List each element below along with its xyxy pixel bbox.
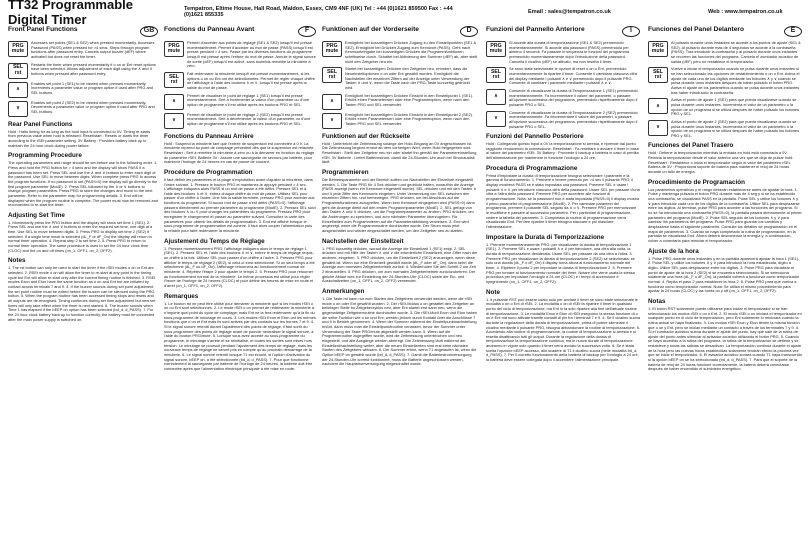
paragraph: 1. PRG kurzzeitig drücken, worauf die Anzeige die Einstellzeit 1 (SE1) zeigt. 2. SEL drücken und mit Hilfe der Tasten ∧ und ∨ die erforderliche Einstellzeit, eine Ziffer nach der anderen, eingeben. 3. PRG drücken, um die Einstellzeit 2 (SE2) anzuzeigen, wenn diese gewählt ist. Wenn nur eine Einzelzeit gewählt wurde (dL_F oder dF_On), dann kehrt die Anzeige zum normalen Zeitgeberbetrieb zurück. 4. Wiederholen Sie den Schritt 2 um Zeit 2 einzustellen. 5. PRG drücken, um zum normalen Zeitgeberbetrieb zurückzukehren. Der gleiche Ablauf wird zur Einstellung der 24-Stunden-Uhr (CLOC) sowie der Ein- und Ausschaltzeiten (on_1, OFF1, on_2, OFF2) verwendet.	[322, 245, 478, 284]
key-description: SEL rst Fait redémarrer la minuterie lorsqu'il est pressé momentanément, si les options o on ou Ent ont été sélectionnées. Permet de régler chaque chiffre de l'affichage à l'aide des boutons ∧ et ∨, lorsqu'il est pressé après la saisie du mot de passe.	[164, 72, 316, 91]
section-title: Front Panel Functions	[8, 26, 78, 33]
sel-rst-key-icon: SEL rst	[648, 67, 668, 83]
paragraph: Hold : Detiene la temporización mientras la entrada en hold está conectada a 0V. Reinicia la temporización desde el valor anterior una vez que se deja de pulsar hold. Reset/start : Restablece o inicia el temporizador según el valor del parámetro rSEt. Batería de 3V : Proporciona soporte de batería para mantener el reloj de 24 horas durante un fallo de energía.	[648, 150, 794, 175]
subsection-heading: Notas	[648, 297, 666, 305]
subsection-heading: Funktionen auf der Rückseite	[322, 132, 411, 140]
key-description: ∨ Permet de visualiser le point de réglage 2 (SE2) lorsqu'il est pressé momentanément. Sert à décrémenter la valeur d'un paramètre ou d'une option de programme s'il est utilisé après les boutons PRG et SEL.	[164, 113, 316, 129]
sel-rst-key-icon: SEL rst	[8, 63, 28, 79]
key-description: PRG mute Al pulsarlo durante unos instantes se accede a los puntos de ajuste (SE1 & SE2). Al pulsarlo durante más de 4 segundos se accede a la contraseña (PASS). Tras introducir la contraseña y al pulsarlo durante unos instantes se recorren las funciones del programa. Cancela el zumbador acústico de salida (dEF) pero no restablece el temporizador.	[648, 41, 802, 64]
key-description: ∨ Enables set point 2 (SE2) to be viewed when pressed momentarily. Decrements a parameter value or program option if used after PRG and SEL buttons.	[8, 101, 158, 117]
language-badge: F	[298, 26, 316, 37]
section-title: Funzioni del Pannello Anteriore	[486, 26, 585, 33]
paragraph: 1. Il pulsante RST può essere usato solo per avviare il timer se sono state selezionate le modalità o on o Ent di rSEt. 2. La modalità o on di rSEt fa ripartire il timer in qualsiasi punto del ciclo di temporizzazione; ma Ent lo fa solo ripartire alla fine dell'attuale routine di temporizzazione. 3. Le modalità Exon e Eton di rSEt eseguono la stessa funzione di o on e Ent ma sono attivate tramite contatti di pin fra i terminali 7 e 9. 4. Se il cicalino suona durante la regolazione della durata di temporizzazione, prima di potere silenziare il cicalino mediante il pulsante PRG, bisogna abbandonare la routine di temporizzazione. 5. Accedendo alla routine di programmazione, la routine di temporizzazione si arresta e si resetta disattivando tutti gli output. Durante la regolazione della durata di temporizzazione la temporizzazione continua, ma le nuove durate di temporizzazione andranno in vigore solo quando il timer verrà avviato la successiva volta. 6. Se è stata scelta l'opzione bEEP accesso, allo scadere di T1 il cicalino suona (nelle modalità bd_d, d_PASS). 7. Per il corretto funzionamento della batteria di backup per l'orologio a 24 ore, la batteria deve essere collegata dopo il accendere l'alimentazione principale.	[486, 296, 640, 363]
language-badge: GB	[140, 26, 158, 37]
column-spanish	[648, 26, 802, 544]
subsection-heading: Ajustement du Temps de Réglage	[164, 237, 265, 245]
subsection-heading: Notes	[8, 257, 26, 265]
key-description: ∧ Consente di visualizzare la durata di Temporizzazione 1 (SE1) premendolo momentaneamente. Fa incrementare il valore dei parametri, o passare all'opzione successiva del programma, premendolo rispettivamente dopo il pulsante PRG o SEL.	[486, 89, 640, 108]
paragraph: Il faut définir les paramètres et la plage d'exploitation avant d'ajuster la minuterie, dans l'ordre suivant. 1. Pressez le bouton PRG et maintenez-le appuyé pendant > 4 sec. L'affichage indiquera alors PASS si un mot de passe a été défini. Pressez SEL et à l'aide des boutons ∧ et ∨, entrez chaque chiffre du mot de passe. Utilisez SEL pour passer d'un chiffre à l'autre. Une fois la saisie terminée, pressez PRG pour accéder aux fonctions du programme. Si aucun mot de passe n'est défini (PASS=0), l'affichage passera directement au premier paramètre du programme (ModE). 2. Pressez SEL suivi des boutons ∧ ou ∨ pour changer les paramètres du programme. Pressez PRG pour enregistrer le changement et passer au paramètre suivant. Consultez la carte des paramètres pour obtenir les détails de programmation. 3. End est affiché lorsque le sous-programme de programmation est achevé. Il faut alors couper l'alimentation puis la rétablir pour faire redémarrer la minuterie.	[164, 176, 316, 234]
document-title: TT32 Programmable Digital Timer	[8, 0, 133, 27]
section-title: Fonctions du Panneau Avant	[164, 26, 255, 33]
subsection-heading: Programming Procedure	[8, 152, 82, 160]
key-description: PRG mute Permet d'accéder aux points de réglage (SE1 & SE2) lorsqu'il est pressé momentanément. Permet d'accéder au mot de passe (PASS) lorsqu'il est pressé pendant > 4 sec. Passe par les diverses fonctions du programme lorsqu'il est pressé après l'entrée du mot de passe. Annule le signal sonore de sortie (dEF) lorsqu'il est activé, sans toutefois remettre la minuterie à zéro.	[164, 41, 316, 69]
down-arrow-key-icon: ∨	[648, 120, 668, 136]
subsection-heading: Funzioni del Pannello Posteriore	[486, 133, 584, 141]
down-arrow-key-icon: ∨	[486, 111, 506, 127]
paragraph: The operating parameters and range should be set before use in the following order. 1. Press and hold the PRG button for > 4 secs and the display will show PASS if a password has been set. Press SEL and use the ∧ and ∨ buttons to enter each digit of the password. Use SEL to move between digits. When complete press PRG to access the program functions. If no password is set (PASS=0) the display will go directly to the first program parameter (ModE). 2. Press SEL followed by the ∧ or ∨ buttons to change program parameters. Press PRG to store the changes and move to the next parameter. Refer to the parameter map for programming details. 3. End will be displayed when the program routine is complete. The power must now be removed and reconnected to re-start the timer.	[8, 160, 158, 208]
key-description: ∨ Activa el punto de ajuste 2 (SE2) para que pueda visualizarse cuando se pulsa durante unos instantes. Incrementa el valor de un parámetro o la opción de un programa si se utiliza después de haber pulsado los botones PRG y SEL.	[648, 120, 802, 139]
paragraph: 1. Momentarily press the PRG button and the display will show set time 1 (SE1). 2. Press SEL and use the ∧ and ∨ buttons to enter the required set time, one digit at a time. Use SEL to move between digits. 3. Press PRG to display set time 2 (SE2) if selected. If a single time mode is selected (dL_F or dF_On) the display will return to normal timer operation. 4. Repeat step 2 to set time 2. 5. Press PRG to return to normal timer operation. The same procedure is used to set the 24 hour clock time (CLOC) and the on and off times (on_1, OFF1, on_2, OFF2).	[8, 219, 153, 253]
up-arrow-key-icon: ∧	[486, 89, 506, 105]
key-description: ∨ Ermöglicht bei kurzzeitigem Drücken Einsicht in den Einstellpunkt 2 (SE2). Erhöht einen Parameterwert oder eine Programmoption, wenn nach den Tasten PRG und SEL verwendet.	[322, 113, 478, 129]
prg-mute-key-icon: PRG mute	[8, 41, 28, 57]
company-contact: Tempatron, Eltime House, Hall Road, Maldon, Essex, CM9 4NF (UK) Tel : +44 (0)1621 859500 Fax : +44 (0)1621 855335	[184, 6, 453, 18]
key-description: PRG mute Accesses set points (SE1 & SE2) when pressed momentarily. Accesses Password (PASS) when pressed for >4 secs. Steps through program functions after password entry. Cancels output buzzer (dEF) where activated but does not reset the timer.	[8, 41, 158, 60]
prg-mute-key-icon: PRG mute	[164, 41, 184, 57]
subsection-heading: Note	[486, 288, 500, 296]
down-arrow-key-icon: ∨	[164, 113, 184, 129]
key-description: SEL rst Vuelve a iniciar el temporizador cuando se pulsa durante unos instantes si se han seleccionado las opciones de restablecimiento o on o Ent. Activa el ajuste de cada uno de los dígitos mediante los botones ∧ y ∨ cuando se pulsa durante unos instantes después de haber pulsado el botón PRG. Activa el ajuste de los parámetros cuando se pulsa durante unos instantes tras haber introducido la contraseña.	[648, 67, 802, 95]
language-badge: E	[784, 26, 802, 37]
paragraph: 1. Le bouton rst ne peut être utilisé pour démarrer la minuterie que si les modes rSEt o on ou Ent sont sélectionnés. 2. Le mode rSEt o on permet de redémarrer la minuterie à n'importe quel point du cycle de comptage; mais Ent ne la fera redémarrer qu'à la fin du sous-programme de minutage en cours. 3. Les modes rSEt Exon et Eton ont les mêmes fonctions que o on et Ent mais ils sont activés par des contacts sur les bornes 7 et 9. 4. Si le signal sonore retentit durant l'ajustement des points de réglage, il faut sortir du sous-programme des points de réglage avant de pouvoir neutraliser le signal sonore, à l'aide du bouton PRG/mute. 5. Lorsque vous avez accédé au sous-programme du programme, le minutage s'arrête et se réinitialise, et toutes les sorties sont mises hors tension. Le minutage se poursuit pendant l'ajustement des temps de réglage, mais les nouveaux temps de réglage ne seront pris en compte qu'au prochain démarrage de la minuterie. 6. Le signal sonore retentit lorsque T1 est écoulé, si l'option d'activation du signal sonore, bEEP on, a été sélectionnée (bd_d, d_PASS). 7. Pour que fonctionne correctement la sauvegarde par batterie de l'horloge de 24 heures, la batterie doit être connectée après que l'alimentation électrique principale a été mise en route.	[164, 300, 316, 371]
paragraph: Hold : Halts timing for as long as the hold input is connected to 0V. Timing re-starts from previous value when hold is released. Reset/start : Resets or starts the timer according to the rSEt parameter setting. 3V Battery : Provides battery back up to maintain the 24 hour clock during power failure.	[8, 128, 151, 148]
column-italian	[486, 26, 640, 544]
column-english	[8, 26, 158, 544]
paragraph: 1. Pulse PRG durante unos instantes y en la pantalla aparecerá ajustar la hora 1 (SE1). 2. Pulse SEL y utilice los botones ∧ y ∨ para introducir la hora establecida, dígito a dígito. Utilice SEL para desplazarse entre los dígitos. 3. Pulse PRG para visualizar el punto de ajuste de la hora 2 (SE2) si se encuentra seleccionado. Si se selecciona solamente una hora (dL_F o dF_On), la pantalla volverá a funcionar como temporizador normal. 4. Repita el paso 2 para establecer la hora 2. 5. Pulse PRG para que vuelva a funcionar como temporizador normal. Nota: Se utiliza el mismo procedimiento para ajustar la 24 horas (CLOC) y las horas on y off (on_1, OFF1, on_2, OFF2).	[648, 255, 800, 294]
paragraph: 1. El botón RST solamente puede utilizarse para iniciar el temporizador si se han seleccionado los modos rSEt o on u Ent. 2. El modo rSEt o on iniciará el temporizador en cualquier punto en el ciclo de temporización, pero Ent solamente lo reiniciará cuando la rutina actual se haya finalizado. 3. Los modos rSEt Exon y Eton tienen la misma función que o on y Ent, pero se inician mediante un contacto a través de los terminales 7 y 9. 4. Si el zumbador acústico suena durante el ajuste del punto, hay que salir de la rutina de ajuste del punto antes silenciar al avisador acústico utilizando el botón PRG. 5. Cuando se haya accedido a la rutina del programa, la rutina de la temporización se detiene y se restablece y todas las salidas se desactivan. La temporización continúa durante el ajuste de la hora pero las nuevas horas establecidas solamente tendrán efecto la próxima vez que se inicie el temporizador. 6. El avisador acústico sonará cuando T1 haya transcurrido si la opción bEEP on se ha seleccionado (bd_d, d_PASS). 7. Para que el soporte de la batería de reloj de 24 horas funcione correctamente, la batería deberá conectarse después de haber encendido el suministro energético.	[648, 305, 802, 372]
section-title: Funciones del Panel Delantero	[648, 26, 744, 33]
paragraph: Die Betriebsparameter und der Bereich sollten vor Nachstellen der Einzelheit eingestellt werden. 1. Die Taste PRG für 4 Sek drücken und gedrückt halten, woraufhin die Anzeige (PASS anzeigt (wenn ein Kennwort eingestellt wurde). SEL drücken und mit den Tasten ∧ und ∨ jede Ziffer des Kennworts eingeben. Unter Verwendung von SEL zwischen den einzelnen Ziffern hin- und herbewegen. PRG drücken, um bei Abschluss auf die Programmfunktionen zuzugreifen. Wenn kein Kennwort eingegeben wird (PASS=0) dann geht die Anzeige direkt auf den ersten Programmparameter (ModE). 2. SEL gefolgt von den Tasten ∧ und ∨ drücken, um die Programmparameter zu ändern. PRG drücken, um die Änderungen zu speichern, und zum nächsten Parameter überzugehen. Für Einzelheiten zum Programmieren auf die Parameterabbildung verweisen. 3. End wird angezeigt, wenn die Programmroutine durchlaufen wurde. Der Strom muss jetzt ausgeschaltet und wieder eingeschaltet werden, um den Zeitgeber neu zu starten.	[322, 176, 477, 234]
email-address: Email : sales@tempatron.co.uk	[528, 9, 611, 15]
subsection-heading: Nachstellen der Einstellzeit	[322, 237, 404, 245]
sel-rst-key-icon: SEL rst	[322, 67, 342, 83]
column-french	[164, 26, 316, 544]
subsection-heading: Fonctions du Panneau Arrière	[164, 132, 254, 140]
up-arrow-key-icon: ∧	[648, 98, 668, 114]
subsection-heading: Funciones del Panel Trasero	[648, 142, 734, 150]
down-arrow-key-icon: ∨	[8, 101, 28, 117]
key-description: ∧ Activa el punto de ajuste 1 (SE1) para que pueda visualizarse cuando se pulsa durante unos instantes. Incrementa el valor de un parámetro o la opción de un programa si se utiliza después de haber pulsado los botones PRG y SEL.	[648, 98, 802, 117]
paragraph: 1. Die Taste rst kann nur zum Starten des Zeitgebers verwendet werden, wenn die rSEt mode o on oder Ent gewählt wurden. 2. Der rSEt-Modus o on gestattet den Zeitgeber an beliebiger Stelle im Zeitgeberzyklus neu, aber Ent startet erst dann neu, wenn die gegenwärtige Zeitgeberroutine durchlaufen wurde. 3. Die rSEt-Modi Exon und Eton haben die selbe Funktion wie o on und Ent, werden jedoch durch Kontakt über die Anschlüsse 7 und 9 in Betrieb genommen. 4. Wenn der Summer während der Einstellpunktnachstellung ertönt, dann muss man die Einstellpunktroutine verlassen, bevor der Summer unter Verwendung der Taste PRG/mute abgestellt werden kann. 5. Wenn auf die Programmroutine zugegriffen wurde, wird die Zeitmessung unterbrochen und neu eingestellt, und alle Ausgänge werden aberregt. Die Zeitmessung läuft während der Einstellzeitnachstellung weiter, aber die neuen Einstellzeiten sind erst beim nächsten Starten des Zeitgebers wirksam. 6. Der Summer ertönt, wenn T1 abgelaufen ist, wenn die Option bEEP on gewählt wurde (bd_d, d_PASS). 7. Damit die Batteriestromversorgung der 24-Stunden-Uhr korrekt funktioniert, muss die Batterie angeschlossen werden, nachdem die Hauptstromversorgung eingeschaltet wurde.	[322, 295, 478, 367]
subsection-heading: Remarques	[164, 292, 199, 300]
key-description: SEL rst Se sono state selezionate le opzioni di reset o on o Ent, premendolo momentaneamente fa ripartire il timer. Consente il cambiare ciascuna cifra del display mediante i pulsanti ∧ e ∨ premendolo dopo il pulsante PRG. Consente di cambiare i parametri mediante i pulsanti ∧ e ∨.	[486, 67, 640, 86]
paragraph: Hold : Collegando questo input a 0V la temporizzazione si arresta, e riprende dal punto raggiunto rimuovendo la connessione. Reset/start : Fa resettare o avviare il timer in base al valore del parametro rSEt. 3V Battery : Provvede il backup a batteria in caso di perdita dell'alimentazione per mantenere in funzione l'orologio a 24 ore.	[486, 141, 639, 161]
key-description: ∨ Consente di visualizzare la durata di Temporizzazione 2 (SE2) premendolo momentaneamente. Fa decrementare il valore dei parametri, o passare all'opzione successiva del programma, premendolo rispettivamente dopo il pulsante PRG o SEL.	[486, 111, 640, 130]
subsection-heading: Impostare la Durata di Temporizzazione	[486, 233, 605, 241]
paragraph: Hold : Unterbricht die Zeitmessung solange der Hold-Eingang an 0V angeschlossen ist. Die Zeitmessung beginnt erneut ab dem vorherigen Wert, wenn Hold freigegeben wird. Reset/start : Stellt den Zeitgeber neu ein oder startet ihn gemäß der Parametereinstellung rSEt. 3V Batterie : Liefert Batteriestrom, damit die 24-Stunden-Uhr auch bei Stromausfall läuft.	[322, 140, 477, 165]
up-arrow-key-icon: ∧	[164, 94, 184, 110]
prg-mute-key-icon: PRG mute	[322, 41, 342, 57]
header	[0, 0, 808, 27]
prg-mute-key-icon: PRG mute	[648, 41, 668, 57]
key-description: SEL rst Startet bei kurzzeitigem Drücken den Zeitgeber neu, erfordert, dass die Neueinstelloptionen o on oder Ent gewählt wurden. Ermöglicht die Nachstellen der einzelnen Ziffern auf der Anzeige unter Verwendung der Tasten ∧ und ∨, wenn die Taste nach der PRG-Taste kurzzeitig gedrückt wird.	[322, 67, 478, 90]
paragraph: Hold : Suspend la minuterie tant que l'entrée de suspension est connectée à 0 V. La minuterie reprend au point de comptage précédent dès que la suspension est relâchée. Reset/start : Sert à remettre la minuterie à zéro ou à la démarrer en fonction du réglage du paramètre rSEt. Batterie 3V : Assure une sauvegarde de secours par batterie, pour maintenir l'horloge de 24 heures en cas de panne de courant.	[164, 140, 315, 165]
up-arrow-key-icon: ∧	[322, 94, 342, 110]
subsection-heading: Anmerkungen	[322, 287, 365, 295]
subsection-heading: Programmieren	[322, 168, 369, 176]
sel-rst-key-icon: SEL rst	[164, 72, 184, 88]
key-description: PRG mute Si accede alla durata di temporizzazione (SE1 & SE2) premendolo momentaneamente. Si accede alla password (PASS) premendolo per almeno 4 secondi. Fa passare in sequenza le funzioni del programma premendolo momentaneamente dopo l'introduzione della password. Cancella il cicalino (dEF) se attivato, ma non resetta il timer.	[486, 41, 640, 64]
paragraph: 1. The rst button can only be used to start the timer if the rSEt modes o on or Ent are selected. 2. RSEt mode o on will allow the timer to re-start at any point in the timing cycle but Ent will allow re-start only after the current timing routine is finished. 3. RSEt modes Exon and Eton have the same function as o on and Ent but are initiated by contact across terminals 7 and 9. 4. If the buzzer sounds during set point adjustment, the set point routine must be exited before the buzzer can be silenced using the PRG button. 5. When the program routine has been accessed timing stops and resets and all outputs are de-energised. Timing continues during set time adjustment but new set times will only take effect when the timer is next started. 6. The buzzer sounds when Time 1 has elapsed if the bEEP on option has been selected (bd_d, d_PASS). 7. For the 24 hour clock battery back up to function correctly, the battery must be connected after the main power supply is switched on.	[8, 265, 156, 322]
language-badge: D	[460, 26, 478, 37]
subsection-heading: Procedura di Programmazione	[486, 164, 578, 172]
down-arrow-key-icon: ∨	[322, 113, 342, 129]
column-german	[322, 26, 478, 544]
subsection-heading: Rear Panel Functions	[8, 120, 73, 128]
paragraph: 1. Premere momentaneamente PRG; per visualizzare la durata di temporizzazione 1 (SE1). 2. Premere SEL e usare i pulsanti ∧ e ∨ per introdurre, una cifra alla volta, la durata di temporizzazione desiderata. Usare SEL per passare da una cifra a l'altra. 3. Premere PRG per visualizzare la durata di temporizzazione 2 (SE2) se selezionata; se solo una durata (dL_F o dF_On) il display torna allora al funzionamento normale del timer. 4. Ripetere il punto 2 per impostare la durata di temporizzazione 2. 5. Premere PRG per tornare al funzionamento normale del timer. Notare che viene usata la stessa procedura per impostare l'orologio a 24 ore (CLOC) e i tempi di accensione e spegnimento (on_1, OFF1, on_2, OFF2).	[486, 241, 635, 284]
language-badge: I	[622, 26, 640, 37]
paragraph: Prima d'impostare la durata di temporizzazione bisogna selezionare i parametri e la gamma di funzionamento. 1. Premere e tenere premuto per >4 sec il pulsante PRG; il display mostrerà PASS se è stata impostata una password. Premere SEL e usare i pulsanti ∧ e ∨ per introdurre ciascuna cifra della password. Usare SEL per passare d'una cifra a l'altra della password. Premere PRG per accedere alle funzioni di programmazione. Nota: se la password non è stata impostata (PASS=0) il display mostra il primo parametro di programmazione (ModE). 2. Per cambiare parametri del programma, premere il pulsante SEL seguito da ∧ o ∨. Premere PRG per memorizzare le modifiche e passare al successivo parametro. Per i particolari di programmazione, vedere la tabella dei parametri. 3. Completata la routine di programmazione verrà visualizzato End. Per fare ripartire il timer bisogna staccare e poi rilasciare l'alimentazione.	[486, 172, 640, 229]
subsection-heading: Ajuste de la hora	[648, 247, 699, 255]
paragraph: 1. Pressez momentanément PRG; l'affichage indiquera alors le temps de réglage 1 (SE1). 2. Pressez SEL et, l'aide des boutons ∧ et ∨, entrez le temps de réglage requis, un chiffre à la fois. Utilisez SEL pour passer d'un chiffre à l'autre. 3. Pressez PRG pour afficher le temps de réglage 2 (SE2), si celui-ci s'est sélectionné. Si un seul temps a été sélectionné (dL_F ou dF_On), l'affichage retournera au fonctionnement normal de minuterie. 4. Répétez l'étape 2 pour ajuster le temps 2. 5. Pressez PRG pour retourner au fonctionnement normal de la minuterie. Le même processus est utilisé pour régler l'heure de l'horloge de 24 heures (CLOC) et pour définir les heures de mise en route et d'arrêt (on_1, OFF1, on_2, OFF2).	[164, 245, 315, 288]
subsection-heading: Procédure de Programmation	[164, 168, 253, 176]
section-title: Funktionen auf der Vorderseite	[322, 26, 419, 33]
subsection-heading: Adjusting Set Time	[8, 211, 65, 219]
key-description: ∧ Ermöglicht bei kurzzeitigem Drücken Einsicht in den Einstellpunkt 1 (SE1). Erhöht einen Parameterwert oder eine Programmoption, wenn nach den Tasten PRG und SEL verwendet.	[322, 94, 478, 110]
paragraph: Los parámetros operativos y el rango deberán establecerse antes de ajustar la hora. 1. Pulse y mantenga pulsado el botón PRG durante más de 4 seg y si se ha establecido una contraseña, se visualizará PASS en la pantalla. Pulse SEL y utilice los botones ∧ y ∨ para introducir cada uno de los dígitos de la contraseña. Utilice SEL para desplazarse entre los dígitos. Al terminar, pulse PRG para acceder a las funciones del programa. Si no se ha introducido una contraseña (PASS=0), la pantalla pasará directamente al primer parámetro del programa (ModE). 2. Pulse SEL seguido de los botones ∧ y ∨ para cambiar los parámetros del programa. Pulse PRG para guardar los cambios y desplazarse hasta el siguiente parámetro. Consulte los detalles de programación en el mapa de parámetros. 3. Cuando se haya completado la rutina de programación, en la pantalla se visualizará End. Ahora deberá desconectar la energía y, a continuación, volver a conectarla para reiniciar el temporizador.	[648, 186, 802, 243]
key-description: ∧ Permet de visualiser le point de réglage 1 (SE1) lorsqu'il est pressé momentanément. Sert à incrémenter la valeur d'un paramètre ou d'une option de programme s'il est utilisé après les boutons PRG et SEL.	[164, 94, 316, 110]
up-arrow-key-icon: ∧	[8, 82, 28, 98]
prg-mute-key-icon: PRG mute	[486, 41, 506, 57]
key-description: SEL rst Restarts the timer when pressed momentarily if o on or Ent reset options have been selected. Allows adjustment of each digit using the ∧ and ∨ buttons when pressed after password entry.	[8, 63, 158, 79]
sel-rst-key-icon: SEL rst	[486, 67, 506, 83]
key-description: PRG mute Ermöglicht bei kurzzeitigem Drücken Zugang zu den Einstellpunkten (SE1 & SE2). Ermöglicht bei Drücken Zugang zum Kennwort (PASS). Geht nach Kennworteingabe bei kurzzeitigem Drücken die Programmfunktionen schrittweise durch. Schaltet bei Aktivierung den Summer (dEF) ab, aber stellt nicht den Zeitgeber neu ein.	[322, 41, 478, 64]
key-description: ∧ Enables set point 1 (SE1) to be viewed when pressed momentarily. Increments a parameter value or program option if used after PRG and SEL buttons.	[8, 82, 158, 98]
website-address: Web : www.tempatron.co.uk	[708, 9, 783, 15]
subsection-heading: Procedimiento de Programación	[648, 178, 745, 186]
